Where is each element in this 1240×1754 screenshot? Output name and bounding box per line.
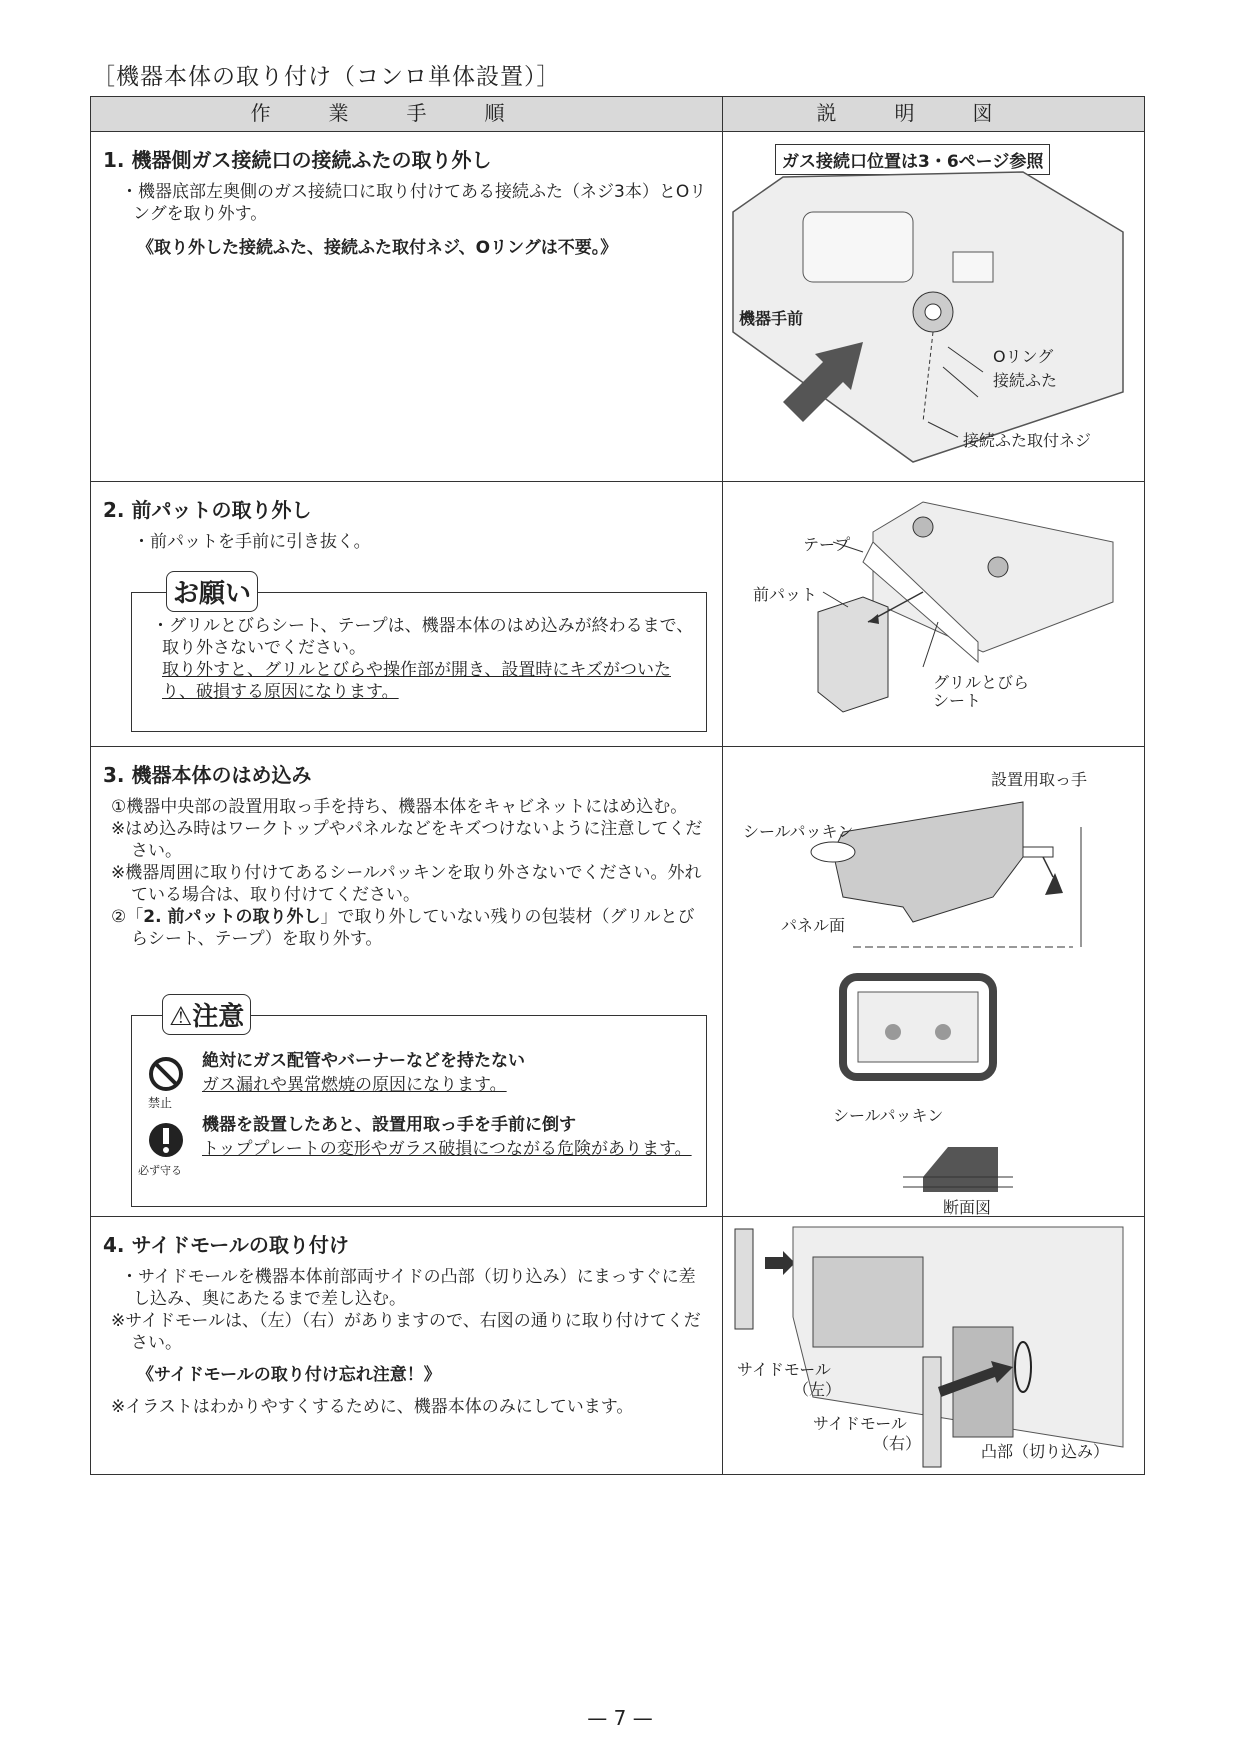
figure-reference: ガス接続口位置は3・6ページ参照: [775, 144, 1050, 175]
mandatory-label: 必ず守る: [138, 1164, 182, 1177]
caution2-title: 機器を設置したあと、設置用取っ手を手前に倒す: [202, 1115, 576, 1135]
label-right2: （右）: [873, 1434, 922, 1453]
request-tag: お願い: [166, 571, 258, 612]
step3-title: 3. 機器本体のはめ込み: [103, 763, 312, 787]
label-pad: 前パット: [753, 585, 818, 604]
label-sheet2: シート: [933, 691, 982, 710]
side-molding-illustration: [723, 1217, 1143, 1475]
step1-figure: [723, 132, 1145, 482]
label-tape: テープ: [803, 535, 851, 554]
step4-note: 《サイドモールの取り付け忘れ注意！》: [137, 1365, 441, 1385]
label-packing2: シールパッキン: [833, 1106, 944, 1125]
step2-title: 2. 前パットの取り外し: [103, 498, 312, 522]
step3-line1: ①機器中央部の設置用取っ手を持ち、機器本体をキャビネットにはめ込む。: [111, 797, 688, 817]
step3-line3: ※機器周囲に取り付けてあるシールパッキンを取り外さないでください。外れている場合は、取り付けてください。: [111, 863, 702, 905]
prohibited-icon: [146, 1054, 186, 1094]
section-title: ［機器本体の取り付け（コンロ単体設置）］: [92, 64, 561, 90]
request-line2: 取り外すと、グリルとびらや操作部が開き、設置時にキズがついたり、破損する原因になります。: [162, 660, 671, 702]
step4-title: 4. サイドモールの取り付け: [103, 1233, 349, 1257]
step3-text: [91, 747, 723, 1217]
label-screw: 接続ふた取付ネジ: [963, 431, 1092, 450]
step1-title: 1. 機器側ガス接続口の接続ふたの取り外し: [103, 148, 492, 172]
header-figure: 説明図: [723, 97, 1145, 132]
label-notch: 凸部（切り込み）: [981, 1442, 1110, 1461]
label-lid: 接続ふた: [993, 371, 1058, 390]
page-number: — 7 —: [587, 1706, 653, 1730]
caution1-text: ガス漏れや異常燃焼の原因になります。: [202, 1075, 507, 1095]
request-line1: ・グリルとびらシート、テープは、機器本体のはめ込みが終わるまで、取り外さないでください。: [152, 616, 694, 658]
step3-line2: ※はめ込み時はワークトップやパネルなどをキズつけないように注意してください。: [111, 819, 703, 861]
step2-text: [91, 482, 723, 747]
step4-line1: ・サイドモールを機器本体前部両サイドの凸部（切り込み）にまっすぐに差し込み、奥にあたるまで差し込む。: [121, 1267, 696, 1309]
label-front: 機器手前: [739, 309, 804, 328]
header-steps: 作業手順: [91, 97, 723, 132]
label-left1: サイドモール: [737, 1360, 831, 1379]
step2-figure: [723, 482, 1145, 747]
step4-figure: [723, 1217, 1145, 1475]
label-left2: （左）: [793, 1380, 842, 1399]
install-illustration: [723, 747, 1143, 1217]
label-panel: パネル面: [781, 916, 846, 935]
mandatory-icon: [146, 1120, 186, 1160]
caution1-title: 絶対にガス配管やバーナーなどを持たない: [202, 1051, 525, 1071]
label-section: 断面図: [943, 1198, 992, 1217]
step3-figure: [723, 747, 1145, 1217]
prohibited-label: 禁止: [148, 1096, 173, 1110]
caution-box: [131, 1002, 707, 1207]
step1-note: 《取り外した接続ふた、接続ふた取付ネジ、Oリングは不要。》: [137, 238, 618, 258]
request-box: [131, 579, 707, 732]
caution-tag: ⚠注意: [162, 994, 251, 1035]
step4-line3: ※イラストはわかりやすくするために、機器本体のみにしています。: [111, 1397, 634, 1417]
caution2-text: トッププレートの変形やガラス破損につながる危険があります。: [202, 1139, 692, 1159]
label-handle: 設置用取っ手: [991, 770, 1088, 789]
step4-text: [91, 1217, 723, 1475]
step2-bullet: ・前パットを手前に引き抜く。: [133, 532, 371, 552]
label-sheet1: グリルとびら: [933, 673, 1030, 692]
step4-line2: ※サイドモールは、（左）（右）がありますので、右図の通りに取り付けてください。: [111, 1311, 701, 1353]
step1-bullet: ・機器底部左奥側のガス接続口に取り付けてある接続ふた（ネジ3本）とOリングを取り外す。: [121, 182, 707, 224]
label-oring: Oリング: [993, 347, 1054, 366]
instruction-table: [90, 96, 1145, 1475]
step1-text: [91, 132, 723, 482]
label-right1: サイドモール: [813, 1414, 907, 1433]
step3-line4: ②「2. 前パットの取り外し」で取り外していない残りの包装材（グリルとびらシート、テープ）を取り外す。: [111, 907, 695, 949]
label-packing: シールパッキン: [743, 822, 854, 841]
